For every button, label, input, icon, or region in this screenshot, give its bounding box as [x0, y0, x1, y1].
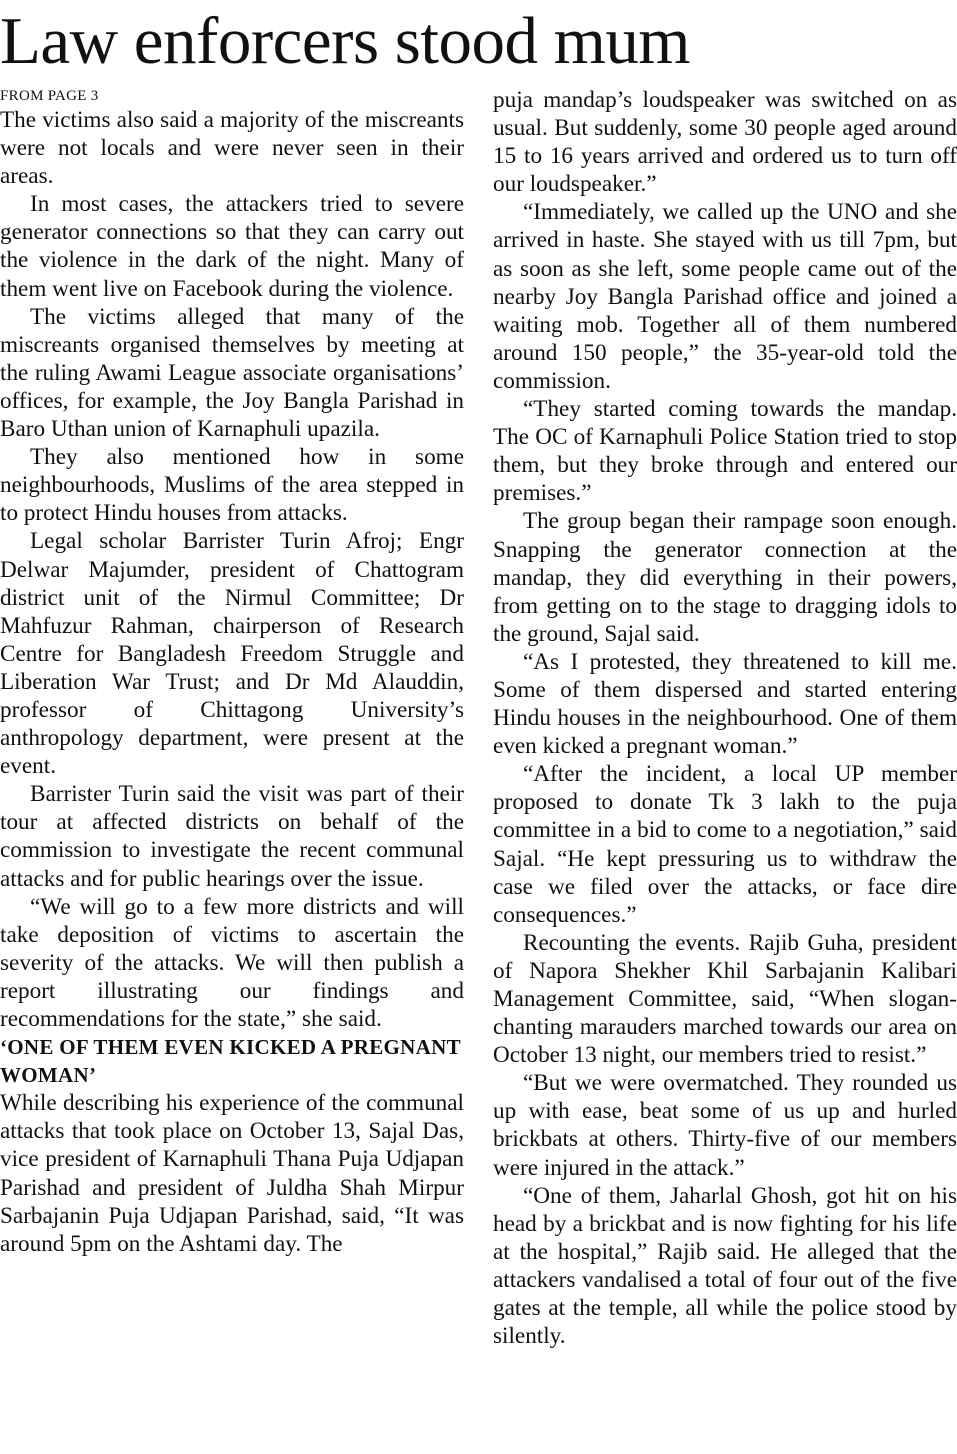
article-column-right: [493, 86, 957, 1350]
paragraph: Legal scholar Barrister Turin Afroj; Engr Delwar Majumder, president of Chattogram district unit of the Nirmul Committee; Dr Mahfuzur Rahman, chairperson of Research Centre for Bangladesh Freedom Struggle and Liberation War Trust; and Dr Md Alauddin, professor of Chittagong University’s anthropology department, were present at the event.: [0, 528, 464, 780]
paragraph: They also mentioned how in some neighbourhoods, Muslims of the area stepped in to protect Hindu houses from attacks.: [0, 444, 464, 527]
article-column-left: [0, 86, 464, 1258]
paragraph: “Immediately, we called up the UNO and she arrived in haste. She stayed with us till 7pm, but as soon as she left, some people came out of the nearby Joy Bangla Parishad office and joined a waiting mob. Together all of them numbered around 150 people,” the 35-year-old told the commission.: [493, 199, 957, 394]
paragraph: While describing his experience of the communal attacks that took place on October 13, Sajal Das, vice president of Karnaphuli Thana Puja Udjapan Parishad and president of Juldha Shah Mirpur Sarbajanin Puja Udjapan Parishad, said, “It was around 5pm on the Ashtami day. The: [0, 1090, 464, 1257]
paragraph: Barrister Turin said the visit was part of their tour at affected districts on behalf of the commission to investigate the recent communal attacks and for public hearings over the issue.: [0, 781, 464, 892]
paragraph: Recounting the events. Rajib Guha, president of Napora Shekher Khil Sarbajanin Kalibari Management Committee, said, “When slogan-chanting marauders marched towards our area on October 13 night, our members tried to resist.”: [493, 929, 957, 1069]
paragraph: “But we were overmatched. They rounded us up with ease, beat some of us up and hurled brickbats at others. Thirty-five of our members were injured in the attack.”: [493, 1070, 957, 1181]
paragraph: The victims also said a majority of the miscreants were not locals and were never seen in their areas.: [0, 107, 464, 190]
paragraph: “One of them, Jaharlal Ghosh, got hit on his head by a brickbat and is now fighting for his life at the hospital,” Rajib said. He alleged that the attackers vandalised a total of four out of the five gates at the temple, all while the police stood by silently.: [493, 1182, 957, 1350]
paragraph: The group began their rampage soon enough. Snapping the generator connection at the mandap, they did everything in their powers, from getting on to the stage to dragging idols to the ground, Sajal said.: [493, 508, 957, 647]
paragraph: In most cases, the attackers tried to severe generator connections so that they can carry out the violence in the dark of the night. Many of them went live on Facebook during the violence.: [0, 191, 464, 302]
paragraph: The victims alleged that many of the miscreants organised themselves by meeting at the ruling Awami League associate organisations’ offices, for example, the Joy Bangla Parishad in Baro Uthan union of Karnaphuli upazila.: [0, 303, 464, 443]
paragraph-continuation: puja mandap’s loudspeaker was switched on as usual. But suddenly, some 30 people aged around 15 to 16 years arrived and ordered us to turn off our loudspeaker.”: [493, 87, 957, 198]
paragraph: “After the incident, a local UP member proposed to donate Tk 3 lakh to the puja committee in a bid to come to a negotiation,” said Sajal. “He kept pressuring us to withdraw the case we filed over the attacks, or face dire consequences.”: [493, 761, 957, 928]
paragraph: “We will go to a few more districts and will take deposition of victims to ascertain the severity of the attacks. We will then publish a report illustrating our findings and recommendations for the state,” she said.: [0, 893, 464, 1032]
headline: Law enforcers stood mum: [0, 4, 690, 78]
section-subhead: ‘ONE OF THEM EVEN KICKED A PREGNANT WOMAN’: [0, 1035, 461, 1088]
paragraph: “As I protested, they threatened to kill me. Some of them dispersed and started entering Hindu houses in the neighbourhood. One of them even kicked a pregnant woman.”: [493, 648, 957, 760]
paragraph: “They started coming towards the mandap. The OC of Karnaphuli Police Station tried to stop them, but they broke through and entered our premises.”: [493, 396, 957, 507]
from-page-kicker: FROM PAGE 3: [0, 88, 99, 104]
